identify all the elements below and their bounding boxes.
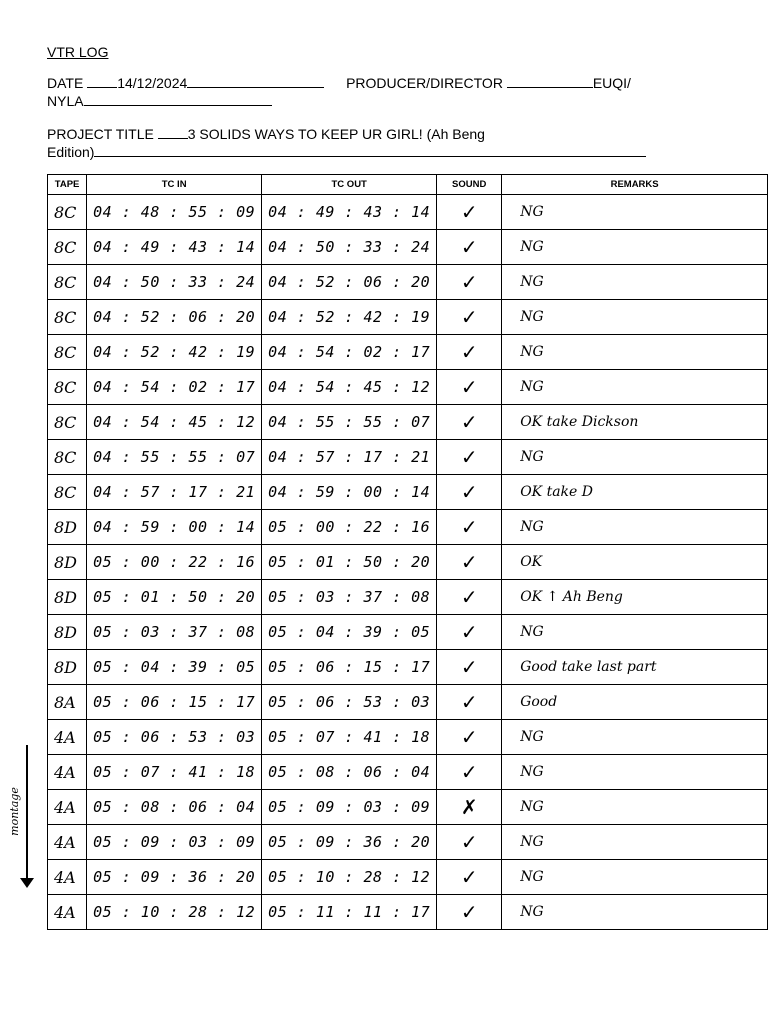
sound-cell: ✓ — [437, 545, 502, 580]
remarks-cell: NG — [502, 790, 768, 825]
producer-value-2: NYLA — [47, 93, 84, 109]
tc-out-cell: 04 : 57 : 17 : 21 — [262, 440, 437, 475]
project-title-line — [47, 125, 707, 161]
tc-in-cell: 05 : 08 : 06 : 04 — [87, 790, 262, 825]
tape-cell: 8D — [48, 650, 87, 685]
remarks-cell: NG — [502, 300, 768, 335]
column-header-remarks: REMARKS — [502, 175, 768, 195]
remarks-cell: NG — [502, 860, 768, 895]
tc-in-cell: 04 : 48 : 55 : 09 — [87, 195, 262, 230]
sound-cell: ✓ — [437, 405, 502, 440]
remarks-cell: Good — [502, 685, 768, 720]
tc-in-cell: 05 : 06 : 15 : 17 — [87, 685, 262, 720]
sound-cell: ✓ — [437, 265, 502, 300]
tc-in-cell: 05 : 00 : 22 : 16 — [87, 545, 262, 580]
sound-cell: ✓ — [437, 370, 502, 405]
tc-out-cell: 05 : 00 : 22 : 16 — [262, 510, 437, 545]
project-value-2: Edition) — [47, 144, 95, 160]
tape-cell: 8D — [48, 545, 87, 580]
tc-in-cell: 05 : 09 : 03 : 09 — [87, 825, 262, 860]
table-row — [48, 370, 768, 405]
remarks-cell: NG — [502, 895, 768, 930]
remarks-cell: NG — [502, 615, 768, 650]
tc-in-cell: 04 : 54 : 02 : 17 — [87, 370, 262, 405]
remarks-cell: NG — [502, 510, 768, 545]
table-row — [48, 405, 768, 440]
project-value: 3 SOLIDS WAYS TO KEEP UR GIRL! (Ah Beng — [187, 126, 485, 142]
sound-cell: ✓ — [437, 475, 502, 510]
table-row — [48, 475, 768, 510]
sound-cell: ✓ — [437, 300, 502, 335]
tc-out-cell: 05 : 09 : 03 : 09 — [262, 790, 437, 825]
table-row — [48, 335, 768, 370]
down-arrow-icon — [26, 745, 28, 885]
column-header-tc-out: TC OUT — [262, 175, 437, 195]
tc-in-cell: 05 : 03 : 37 : 08 — [87, 615, 262, 650]
tc-in-cell: 05 : 01 : 50 : 20 — [87, 580, 262, 615]
tc-in-cell: 04 : 49 : 43 : 14 — [87, 230, 262, 265]
sound-cell: ✓ — [437, 615, 502, 650]
tc-out-cell: 04 : 49 : 43 : 14 — [262, 195, 437, 230]
tape-cell: 8C — [48, 335, 87, 370]
tape-cell: 8D — [48, 580, 87, 615]
remarks-cell: NG — [502, 335, 768, 370]
vtr-log-table — [47, 174, 768, 930]
tc-in-cell: 04 : 52 : 42 : 19 — [87, 335, 262, 370]
sound-cell: ✓ — [437, 825, 502, 860]
producer-blank-lead — [507, 74, 593, 88]
table-body — [48, 195, 768, 930]
remarks-cell: NG — [502, 370, 768, 405]
remarks-cell: NG — [502, 440, 768, 475]
remarks-cell: NG — [502, 195, 768, 230]
remarks-cell: Good take last part — [502, 650, 768, 685]
remarks-cell: NG — [502, 720, 768, 755]
tape-cell: 8D — [48, 510, 87, 545]
tape-cell: 8C — [48, 195, 87, 230]
table-row — [48, 720, 768, 755]
tape-cell: 4A — [48, 825, 87, 860]
sound-cell: ✓ — [437, 335, 502, 370]
tape-cell: 8C — [48, 440, 87, 475]
table-header-row — [48, 175, 768, 195]
tape-cell: 8C — [48, 300, 87, 335]
arrow-head-icon — [20, 878, 34, 888]
montage-note-text: montage — [7, 787, 21, 836]
tc-in-cell: 05 : 04 : 39 : 05 — [87, 650, 262, 685]
tc-in-cell: 05 : 06 : 53 : 03 — [87, 720, 262, 755]
tape-cell: 8A — [48, 685, 87, 720]
tape-cell: 8C — [48, 475, 87, 510]
date-blank-lead — [87, 74, 117, 88]
tc-out-cell: 05 : 01 : 50 : 20 — [262, 545, 437, 580]
tape-cell: 4A — [48, 720, 87, 755]
date-value: 14/12/2024 — [117, 75, 188, 91]
remarks-cell: NG — [502, 755, 768, 790]
montage-annotation — [3, 745, 43, 890]
tc-in-cell: 04 : 59 : 00 : 14 — [87, 510, 262, 545]
producer-blank-trail — [84, 92, 272, 106]
tc-out-cell: 04 : 52 : 06 : 20 — [262, 265, 437, 300]
tape-cell: 8C — [48, 230, 87, 265]
tape-cell: 4A — [48, 895, 87, 930]
project-blank-trail — [94, 143, 646, 157]
tc-out-cell: 05 : 07 : 41 : 18 — [262, 720, 437, 755]
tc-out-cell: 04 : 55 : 55 : 07 — [262, 405, 437, 440]
sound-cell: ✓ — [437, 440, 502, 475]
column-header-tc-in: TC IN — [87, 175, 262, 195]
remarks-cell: NG — [502, 265, 768, 300]
table-row — [48, 265, 768, 300]
table-row — [48, 510, 768, 545]
tc-out-cell: 05 : 06 : 53 : 03 — [262, 685, 437, 720]
tc-out-cell: 04 : 50 : 33 : 24 — [262, 230, 437, 265]
table-row — [48, 580, 768, 615]
sound-cell: ✓ — [437, 720, 502, 755]
tc-in-cell: 04 : 55 : 55 : 07 — [87, 440, 262, 475]
tc-out-cell: 05 : 08 : 06 : 04 — [262, 755, 437, 790]
table-row — [48, 825, 768, 860]
tc-in-cell: 04 : 52 : 06 : 20 — [87, 300, 262, 335]
project-label: PROJECT TITLE — [47, 126, 154, 142]
producer-label: PRODUCER/DIRECTOR — [346, 75, 503, 91]
table-row — [48, 195, 768, 230]
tape-cell: 8C — [48, 370, 87, 405]
table-row — [48, 755, 768, 790]
tc-out-cell: 05 : 09 : 36 : 20 — [262, 825, 437, 860]
remarks-cell: NG — [502, 825, 768, 860]
table-row — [48, 860, 768, 895]
sound-cell: ✓ — [437, 230, 502, 265]
sound-cell: ✓ — [437, 860, 502, 895]
sound-cell: ✓ — [437, 580, 502, 615]
table-row — [48, 895, 768, 930]
document-title: VTR LOG — [47, 44, 109, 60]
sound-cell: ✓ — [437, 755, 502, 790]
table-row — [48, 300, 768, 335]
remarks-cell: OK take D — [502, 475, 768, 510]
sound-cell: ✓ — [437, 895, 502, 930]
sound-cell: ✓ — [437, 685, 502, 720]
sound-cell: ✓ — [437, 650, 502, 685]
remarks-cell: NG — [502, 230, 768, 265]
date-label: DATE — [47, 75, 84, 91]
table-row — [48, 790, 768, 825]
table-row — [48, 230, 768, 265]
tc-in-cell: 04 : 54 : 45 : 12 — [87, 405, 262, 440]
table-row — [48, 615, 768, 650]
tape-cell: 4A — [48, 755, 87, 790]
tc-out-cell: 05 : 10 : 28 : 12 — [262, 860, 437, 895]
tc-out-cell: 05 : 03 : 37 : 08 — [262, 580, 437, 615]
column-header-sound: SOUND — [437, 175, 502, 195]
tc-in-cell: 05 : 07 : 41 : 18 — [87, 755, 262, 790]
tc-out-cell: 05 : 04 : 39 : 05 — [262, 615, 437, 650]
date-producer-line — [47, 74, 707, 110]
tc-out-cell: 04 : 59 : 00 : 14 — [262, 475, 437, 510]
table-row — [48, 650, 768, 685]
tape-cell: 8C — [48, 405, 87, 440]
tc-in-cell: 05 : 10 : 28 : 12 — [87, 895, 262, 930]
project-blank-lead — [158, 125, 188, 139]
tc-in-cell: 04 : 50 : 33 : 24 — [87, 265, 262, 300]
date-blank-trail — [187, 74, 324, 88]
tape-cell: 4A — [48, 790, 87, 825]
tc-out-cell: 05 : 11 : 11 : 17 — [262, 895, 437, 930]
sound-cell: ✓ — [437, 510, 502, 545]
tc-out-cell: 04 : 54 : 02 : 17 — [262, 335, 437, 370]
column-header-tape: TAPE — [48, 175, 87, 195]
tc-out-cell: 04 : 54 : 45 : 12 — [262, 370, 437, 405]
sound-cell: ✓ — [437, 195, 502, 230]
tape-cell: 8D — [48, 615, 87, 650]
remarks-cell: OK — [502, 545, 768, 580]
tape-cell: 4A — [48, 860, 87, 895]
table-row — [48, 440, 768, 475]
sound-cell: ✗ — [437, 790, 502, 825]
tape-cell: 8C — [48, 265, 87, 300]
tc-in-cell: 04 : 57 : 17 : 21 — [87, 475, 262, 510]
tc-in-cell: 05 : 09 : 36 : 20 — [87, 860, 262, 895]
remarks-cell: OK ↑ Ah Beng — [502, 580, 768, 615]
table-row — [48, 685, 768, 720]
tc-out-cell: 05 : 06 : 15 : 17 — [262, 650, 437, 685]
producer-value: EUQI/ — [592, 75, 631, 91]
table-row — [48, 545, 768, 580]
tc-out-cell: 04 : 52 : 42 : 19 — [262, 300, 437, 335]
remarks-cell: OK take Dickson — [502, 405, 768, 440]
